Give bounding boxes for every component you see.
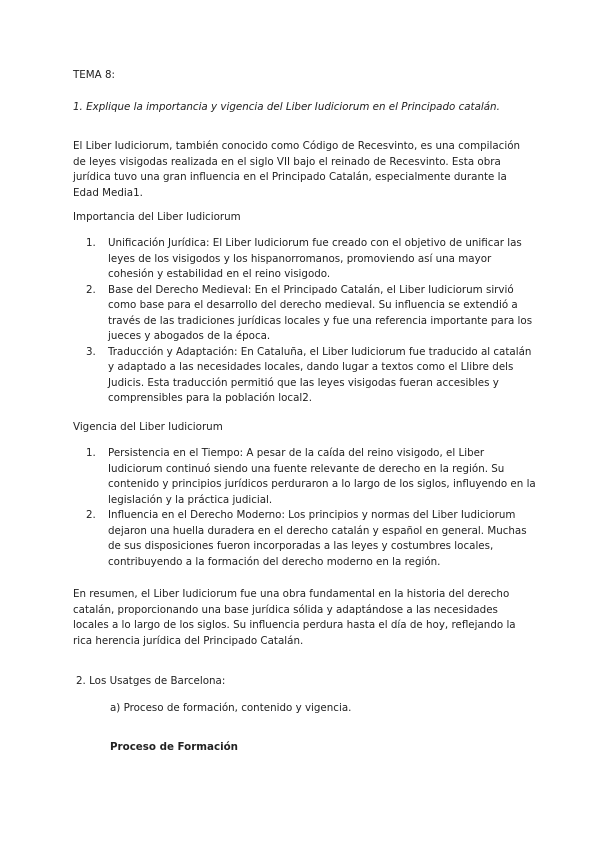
question-2a: a) Proceso de formación, contenido y vigencia. (110, 702, 352, 714)
list-number: 2. (86, 509, 96, 521)
list-item (86, 345, 536, 407)
list-number: 1. (86, 237, 96, 249)
importance-list (86, 236, 536, 407)
list-item-text: Persistencia en el Tiempo: A pesar de la caída del reino visigodo, el Liber Iudiciorum continuó siendo una fuente relevante de derecho en la región. Su contenido y principios jurídicos perduraron a lo largo de los siglos, influyendo en la legislación y la práctica judicial. (108, 447, 536, 506)
list-item-text: Traducción y Adaptación: En Cataluña, el Liber Iudiciorum fue traducido al catalán y adaptado a las necesidades locales, dando lugar a textos como el Llibre dels Judicis. Esta traducción permitió que las leyes visigodas fueran accesibles y comprensibles para la población local2. (108, 345, 532, 404)
conclusion-paragraph: En resumen, el Liber Iudiciorum fue una obra fundamental en la historia del derecho catalán, proporcionando una base jurídica sólida y adaptándose a las necesidades locales a lo largo de los siglos. Su influencia perdura hasta el día de hoy, reflejando la rica herencia jurídica del Principado Catalán. (73, 588, 516, 647)
list-number: 2. (86, 283, 96, 296)
list-item-text: Influencia en el Derecho Moderno: Los principios y normas del Liber Iudiciorum dejaron una huella duradera en el derecho catalán y español en general. Muchas de sus disposiciones fueron incorporadas a las leyes y costumbres locales, contribuyendo a la formación del derecho moderno en la región. (108, 509, 527, 568)
list-number: 3. (86, 345, 96, 358)
vigencia-heading: Vigencia del Liber Iudiciorum (73, 421, 223, 433)
list-item (86, 283, 536, 345)
list-item (86, 446, 536, 508)
intro-paragraph: El Liber Iudiciorum, también conocido como Código de Recesvinto, es una compilación de leyes visigodas realizada en el siglo VII bajo el reinado de Recesvinto. Esta obra jurídica tuvo una gran influencia en el Principado Catalán, especialmente durante la Edad Media1. (73, 140, 521, 199)
list-item (86, 236, 536, 283)
list-number: 1. (86, 447, 96, 459)
question-1: 1. Explique la importancia y vigencia del Liber Iudiciorum en el Principado catalán. (73, 101, 500, 113)
vigencia-list (86, 446, 536, 570)
importance-heading: Importancia del Liber Iudiciorum (73, 211, 241, 223)
list-item-text: Base del Derecho Medieval: En el Principado Catalán, el Liber Iudiciorum sirvió como base para el desarrollo del derecho medieval. Su influencia se extendió a través de las tradiciones jurídicas locales y fue una referencia importante para los jueces y abogados de la época. (108, 283, 533, 342)
formation-heading: Proceso de Formación (110, 741, 238, 753)
list-item (86, 508, 536, 570)
list-item-text: Unificación Jurídica: El Liber Iudiciorum fue creado con el objetivo de unificar las leyes de los visigodos y los hispanorromanos, promoviendo así una mayor cohesión y estabilidad en el reino visigodo. (108, 237, 522, 280)
question-2: 2. Los Usatges de Barcelona: (76, 675, 226, 687)
topic-header: TEMA 8: (73, 69, 116, 81)
